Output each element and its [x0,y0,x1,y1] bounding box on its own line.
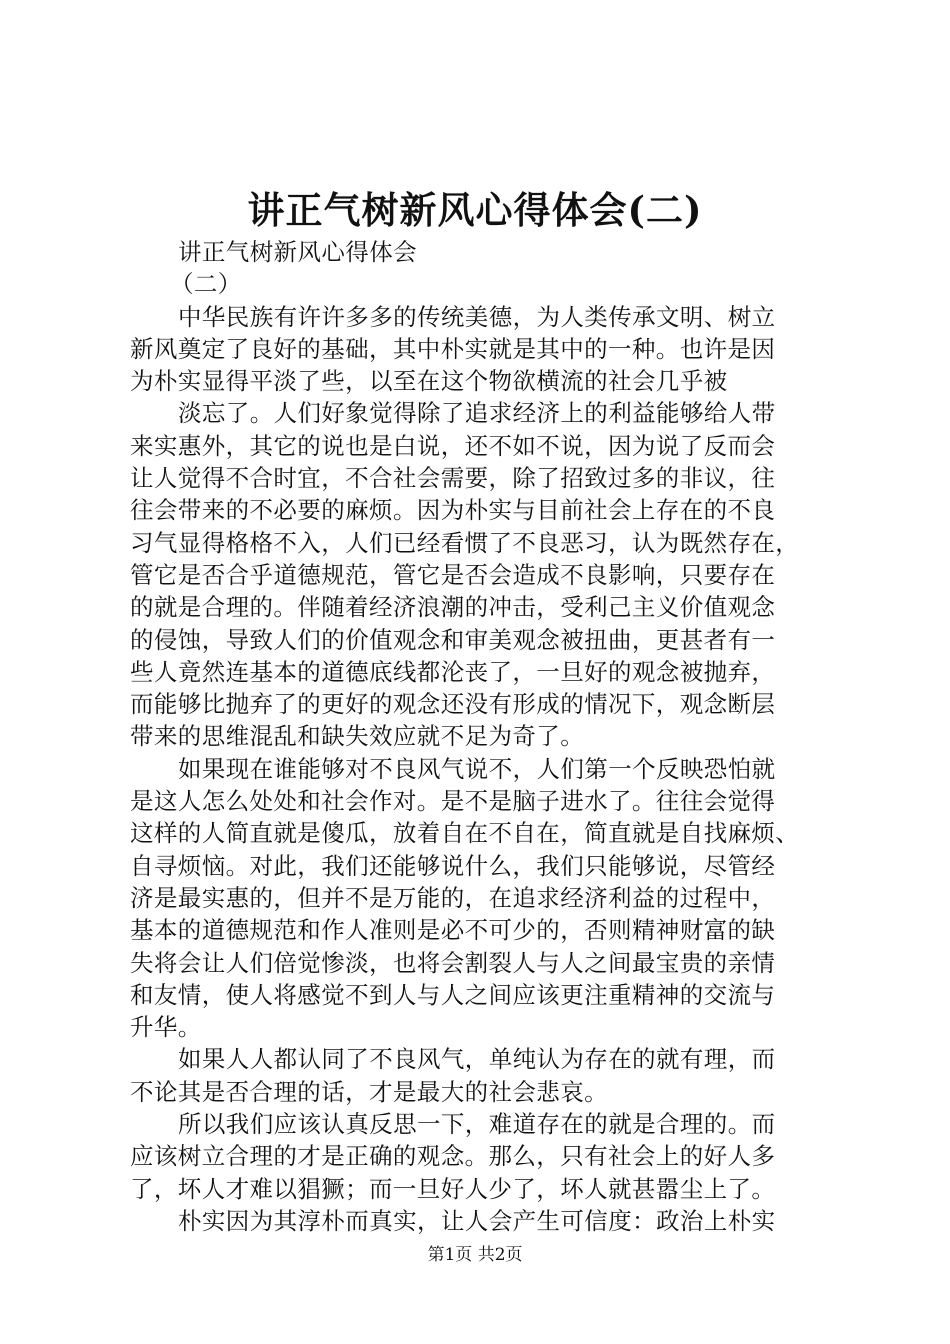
text-line: 的就是合理的。伴随着经济浪潮的冲击，受利己主义价值观念 [130,593,776,622]
text-line: 往会带来的不必要的麻烦。因为朴实与目前社会上存在的不良 [130,496,776,525]
text-line: 升华。 [130,1013,202,1042]
text-line: 和友情，使人将感觉不到人与人之间应该更注重精神的交流与 [130,980,776,1009]
text-line: 讲正气树新风心得体会 [178,238,417,266]
text-line: 中华民族有许许多多的传统美德，为人类传承文明、树立 [178,302,776,331]
text-line: 而能够比抛弃了的更好的观念还没有形成的情况下，观念断层 [130,690,776,719]
text-line: 新风奠定了良好的基础，其中朴实就是其中的一种。也许是因 [130,334,776,363]
document-body [130,236,830,1237]
text-line: 失将会让人们倍觉惨淡，也将会割裂人与人之间最宝贵的亲情 [130,948,776,977]
text-line: 习气显得格格不入，人们已经看惯了不良恶习，认为既然存在， [130,528,800,557]
text-line: 这样的人简直就是傻瓜，放着自在不自在，简直就是自找麻烦、 [130,819,800,848]
text-line: 让人觉得不合时宜，不合社会需要，除了招致过多的非议，往 [130,464,776,493]
page-footer: 第1页 共2页 [427,1245,523,1265]
document-title: 讲正气树新风心得体会(二) [247,188,703,232]
text-line: （二） [170,270,242,299]
text-line: 不论其是否合理的话，才是最大的社会悲哀。 [130,1077,608,1106]
text-line: 是这人怎么处处和社会作对。是不是脑子进水了。往往会觉得 [130,787,776,816]
text-line: 应该树立合理的才是正确的观念。那么，只有社会上的好人多 [130,1142,776,1171]
text-line: 管它是否合乎道德规范，管它是否会造成不良影响，只要存在 [130,560,776,589]
text-line: 带来的思维混乱和缺失效应就不足为奇了。 [130,722,585,751]
text-line: 来实惠外，其它的说也是白说，还不如不说，因为说了反而会 [130,431,776,460]
text-line: 朴实因为其淳朴而真实，让人会产生可信度：政治上朴实 [178,1206,776,1235]
text-line: 为朴实显得平淡了些，以至在这个物欲横流的社会几乎被 [130,367,728,396]
text-line: 所以我们应该认真反思一下，难道存在的就是合理的。而 [178,1110,776,1139]
text-line: 了，坏人才难以猖獗；而一旦好人少了，坏人就甚嚣尘上了。 [130,1174,776,1203]
text-line: 如果现在谁能够对不良风气说不，人们第一个反映恐怕就 [178,754,776,783]
text-line: 基本的道德规范和作人准则是必不可少的，否则精神财富的缺 [130,916,776,945]
text-line: 淡忘了。人们好象觉得除了追求经济上的利益能够给人带 [178,399,776,428]
text-line: 些人竟然连基本的道德底线都沦丧了，一旦好的观念被抛弃， [130,657,776,686]
text-line: 如果人人都认同了不良风气，单纯认为存在的就有理，而 [178,1045,776,1074]
text-line: 自寻烦恼。对此，我们还能够说什么，我们只能够说，尽管经 [130,851,776,880]
text-line: 济是最实惠的，但并不是万能的，在追求经济利益的过程中， [130,883,776,912]
text-line: 的侵蚀，导致人们的价值观念和审美观念被扭曲，更甚者有一 [130,625,776,654]
